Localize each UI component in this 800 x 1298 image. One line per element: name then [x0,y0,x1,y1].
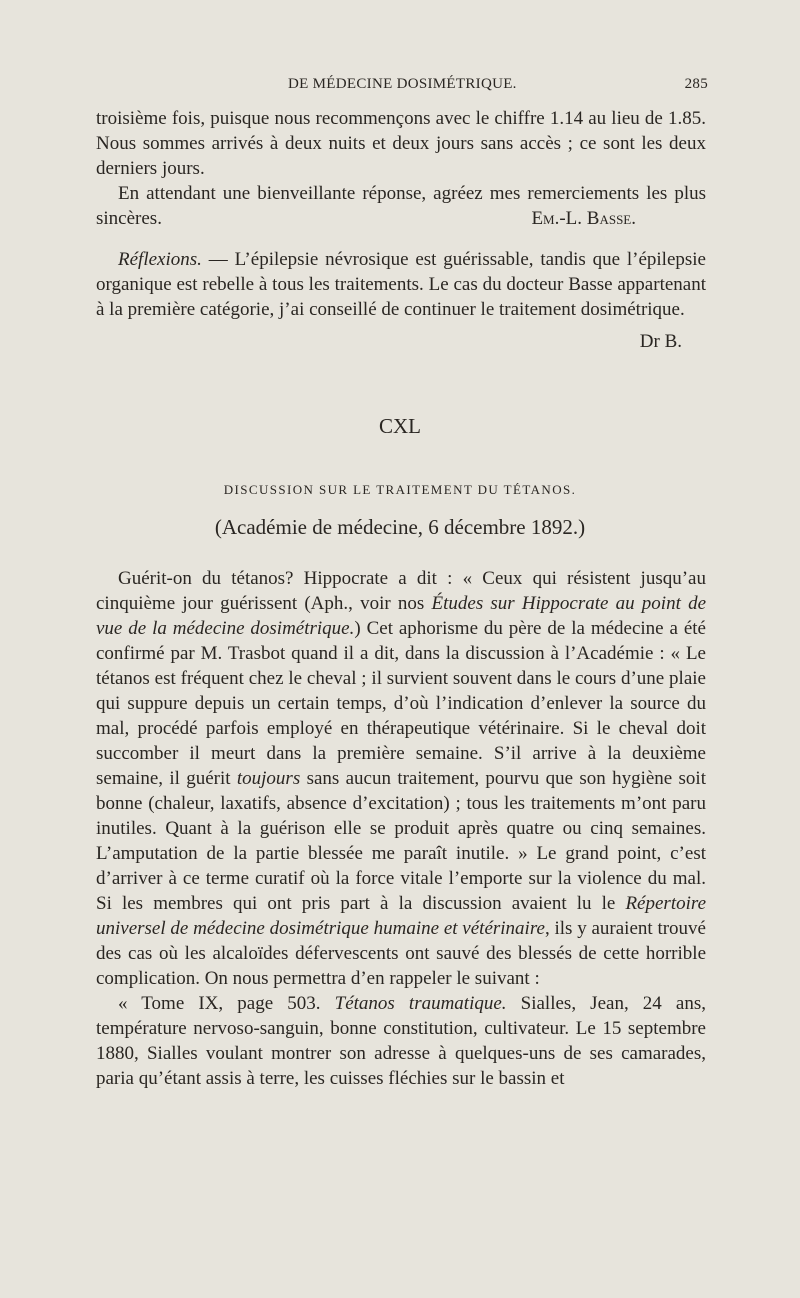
reflexions-label: Réflexions. [118,249,202,270]
letter-paragraph-1: troisième fois, puisque nous recommençons avec le chiffre 1.14 au lieu de 1.85. Nous sommes arrivés à deux nuits et deux jours sans accès ; ce sont les deux derniers jours. [96,108,706,179]
letter-signature: Em.-L. Basse. [531,208,636,229]
body-paragraph-1 [96,566,706,991]
running-head-title: DE MÉDECINE DOSIMÉTRIQUE. [288,76,517,92]
running-head [96,76,708,96]
body-p1-emphasis-toujours: toujours [236,768,301,789]
body-p1-title-etudes: Études sur Hippocrate au point de vue de la médecine dosimétrique. [96,593,706,639]
section-subheading: (Académie de médecine, 6 décembre 1892.) [214,515,586,539]
section-number: CXL [379,414,421,438]
letter-end-block [96,106,706,354]
body-p1-text-c: sans aucun traitement, pourvu que son hygiène soit bonne (chaleur, laxatifs, absence d’excitation) ; tous les traitements m’ont paru inutiles. Quant à la guérison elle se produit après quatre ou cinq semaines. L’amputation de la partie blessée me paraît inutile. » Le grand point, c’est d’arriver à ce terme curatif où la force vitale l’emporte sur la violence du mal. Si les membres qui ont pris part à la discussion avaient lu le [96,768,706,914]
body-p1-text-a: Guérit-on du tétanos? Hippocrate a dit : « Ceux qui résistent jusqu’au cinquième jour guérissent (Aph., voir nos [96,568,706,614]
body-p1-title-repertoire: Répertoire universel de médecine dosimétrique humaine et vétérinaire [96,893,706,939]
body-p2-text-b: Sialles, Jean, 24 ans, température nervoso-sanguin, bonne constitution, cultivateur. Le 15 septembre 1880, Sialles voulant montrer son adresse à quelques-uns de ses camarades, paria qu’étant assis à terre, les cuisses fléchies sur le bassin et [96,993,706,1089]
body-p2-title: Tétanos traumatique. [334,993,507,1014]
page-number: 285 [684,76,708,92]
body-p1-text-d: , ils y auraient trouvé des cas où les alcaloïdes défervescents ont sauvé des blessés de cette horrible complication. On nous permettra d’en rappeler le suivant : [96,918,706,989]
letter-paragraph-2: En attendant une bienveillante réponse, agréez mes remerciements les plus sincères. [96,183,706,229]
body-paragraph-2 [96,991,706,1091]
body-p1-text-b: ) Cet aphorisme du père de la médecine a été confirmé par M. Trasbot quand il a dit, dans la discussion à l’Académie : « Le tétanos est fréquent chez le cheval ; il survient souvent dans le cours d’une plaie qui suppure depuis un certain temps, d’où l’indication d’enlever la source du mal, procédé parfois employé en thérapeutique vétérinaire. Si le cheval doit succomber il meurt dans la première semaine. S’il arrive à la deuxième semaine, il guérit [96,618,706,789]
body-p2-text-a: « Tome IX, page 503. [118,993,335,1014]
main-body-block [96,566,706,1091]
reflexions-text: — L’épilepsie névrosique est guérissable, tandis que l’épilepsie organique est rebelle à tous les traitements. Le cas du docteur Basse appartenant à la première catégorie, j’ai conseillé de continuer le traitement dosimétrique. [96,249,706,320]
section-heading: DISCUSSION SUR LE TRAITEMENT DU TÉTANOS. [223,482,577,497]
doctor-signature: Dr B. [639,331,682,352]
reflexions-paragraph [96,247,706,322]
